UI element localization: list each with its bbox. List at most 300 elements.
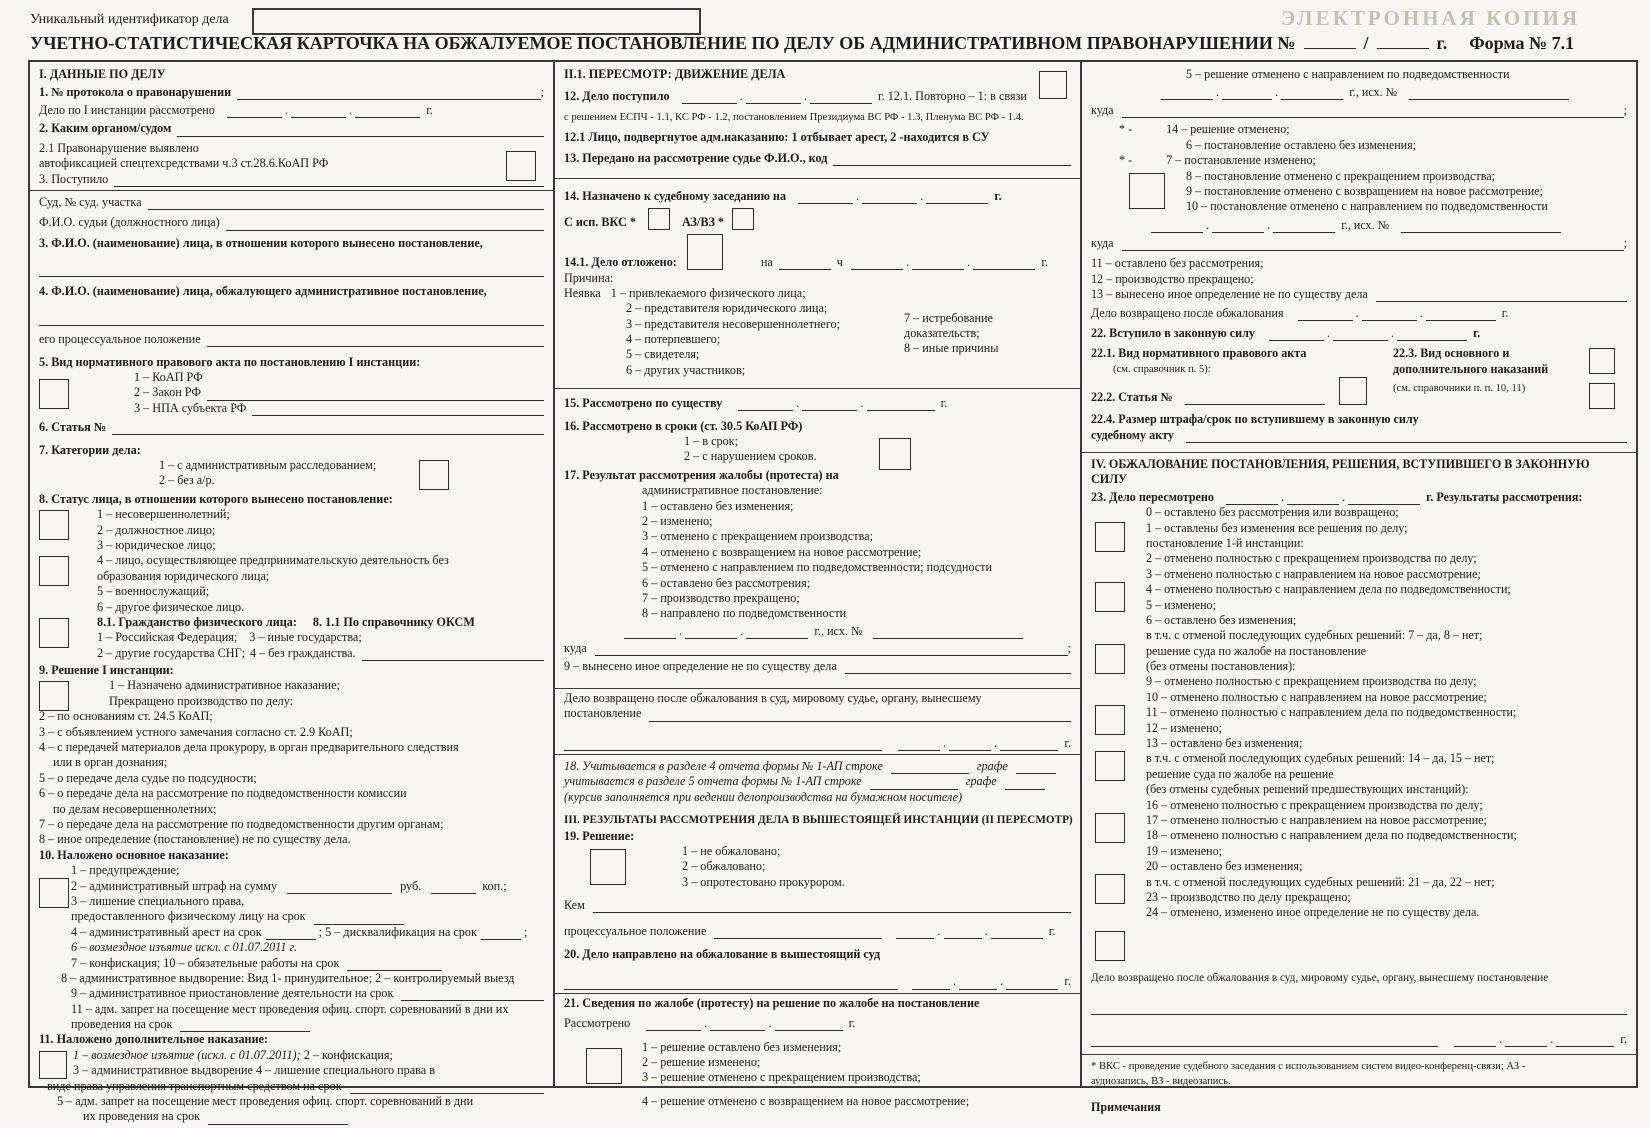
form-text: . (1272, 84, 1282, 99)
form-text: . (1339, 489, 1349, 504)
fill-in-field[interactable] (870, 777, 958, 790)
form-text: 1 – предупреждение; (71, 863, 180, 878)
fill-in-field[interactable] (867, 398, 935, 411)
checkbox-field[interactable] (648, 208, 670, 230)
fill-in-field[interactable] (624, 626, 676, 639)
fill-in-field[interactable] (287, 881, 392, 894)
fill-in-field[interactable] (1273, 220, 1335, 233)
form-text: АЗ/ВЗ * (682, 215, 725, 230)
form-line (564, 189, 1071, 204)
form-text: 19. Решение: (564, 828, 635, 843)
form-line (39, 236, 544, 251)
fill-in-field[interactable] (1091, 1034, 1438, 1047)
form-text: . (902, 255, 913, 270)
form-line (564, 560, 1071, 575)
fill-in-field[interactable] (595, 643, 1068, 656)
form-line (39, 832, 544, 847)
form-text: по делам несовершеннолетних; (53, 801, 217, 816)
form-text: . (853, 189, 863, 204)
form-text: Причина: (564, 270, 614, 285)
fill-in-field[interactable] (114, 174, 544, 187)
form-text: графе (965, 774, 997, 789)
form-text: 1 – Российская Федерация; (97, 630, 238, 645)
form-text: г., исх. № (1343, 84, 1398, 99)
fill-in-field[interactable] (564, 977, 898, 990)
form-text: 15. Рассмотрено по существу (564, 396, 723, 411)
form-line (1091, 520, 1627, 535)
form-line (39, 894, 544, 909)
form-line (39, 678, 544, 693)
fill-in-field[interactable] (1091, 1002, 1627, 1015)
form-text: Ф.И.О. судьи (должностного лица) (39, 215, 220, 230)
form-line (39, 1017, 544, 1032)
divider (555, 388, 1080, 389)
form-text: 5 – военнослужащий; (97, 584, 210, 599)
fill-in-field[interactable] (1122, 238, 1624, 251)
fill-in-field[interactable] (1185, 392, 1325, 405)
form-text: 1 – возмездное изъятие (искл. с 01.07.2011); (73, 1047, 301, 1062)
fill-in-field[interactable] (481, 927, 521, 940)
form-text: г. (1035, 255, 1048, 270)
form-text: ; (1623, 236, 1627, 251)
fill-in-field[interactable] (912, 257, 964, 270)
form-line (564, 363, 1071, 378)
form-line (39, 420, 544, 435)
form-text: (см. справочник п. 5): (1113, 363, 1211, 375)
form-text: аудиозапись, ВЗ - видеозапись. (1091, 1076, 1231, 1088)
fill-in-field[interactable] (252, 403, 544, 416)
form-text: г. (1058, 974, 1071, 989)
form-text: ; (1623, 102, 1627, 117)
form-text: куда (564, 641, 587, 656)
form-line (39, 569, 544, 584)
form-line (39, 786, 544, 801)
form-line (39, 940, 544, 955)
fill-in-field[interactable] (685, 626, 737, 639)
form-line (1091, 305, 1627, 320)
form-text: . (997, 974, 1007, 989)
form-line (39, 1063, 544, 1078)
form-text: 23 – производство по делу прекращено; (1146, 889, 1351, 904)
fill-in-field[interactable] (1348, 492, 1420, 505)
form-text: III. РЕЗУЛЬТАТЫ РАССМОТРЕНИЯ ДЕЛА В ВЫШЕСТОЯЩЕЙ ИНСТАНЦИИ (II ПЕРЕСМОТР) (564, 814, 1073, 827)
form-text: Дело возвращено после обжалования в суд, мировому судье, органу, вынесшему (564, 690, 982, 705)
form-text: 7. Категории дела: (39, 442, 141, 457)
form-text: 2 – обжаловано; (682, 859, 766, 874)
form-line (39, 615, 544, 630)
form-line (564, 996, 1071, 1011)
fill-in-field[interactable] (873, 626, 1023, 639)
form-text: 6 – возмездное изъятие искл. с 01.07.2011 г. (71, 940, 298, 955)
form-text: . (1496, 1031, 1506, 1046)
form-text: . (737, 623, 747, 638)
fill-in-field[interactable] (347, 958, 442, 971)
form-line (1091, 218, 1627, 233)
fill-in-field[interactable] (798, 191, 853, 204)
fill-in-field[interactable] (226, 218, 544, 231)
form-text: 7 – истребование (904, 310, 993, 325)
fill-in-field[interactable] (1186, 430, 1627, 443)
form-text: 1 – привлекаемого физического лица; (610, 285, 806, 300)
form-text: . (1264, 217, 1274, 232)
form-text: . (917, 189, 927, 204)
form-line (39, 863, 544, 878)
form-text: 1 – оставлено без изменения; (642, 498, 794, 513)
fill-in-field[interactable] (1222, 87, 1272, 100)
form-line (1091, 971, 1627, 986)
fill-in-field[interactable] (944, 926, 982, 939)
form-text: . (1352, 305, 1362, 320)
fill-in-field[interactable] (180, 1019, 310, 1032)
form-text: 3 – опротестовано прокурором. (682, 874, 845, 889)
form-text: 3 – представителя несовершеннолетнего; (626, 316, 841, 331)
fill-in-field[interactable] (1226, 492, 1278, 505)
form-text: 2 – без а/р. (159, 473, 215, 488)
fill-in-field[interactable] (1281, 87, 1343, 100)
form-text: решение суда по жалобе на решение (1146, 766, 1334, 781)
fill-in-field[interactable] (845, 661, 1071, 674)
form-text: решение суда по жалобе на постановление (1146, 643, 1366, 658)
form-text: . (765, 1016, 775, 1031)
form-text: 2 – должностное лицо; (97, 522, 216, 537)
checkbox-field[interactable] (687, 234, 723, 270)
form-text: г. (994, 189, 1002, 204)
fill-in-field[interactable] (710, 1018, 765, 1031)
form-line (39, 1048, 544, 1063)
fill-in-field[interactable] (1454, 1034, 1496, 1047)
fill-in-field[interactable] (177, 124, 544, 137)
form-line (1091, 412, 1627, 427)
form-text: 18 – отменено полностью с направлением дела по подведомственности; (1146, 828, 1517, 843)
form-text: дополнительного наказаний (1393, 361, 1549, 376)
fill-in-field[interactable] (959, 977, 997, 990)
form-line (1091, 890, 1627, 905)
fill-in-field[interactable] (1006, 977, 1058, 990)
fill-in-field[interactable] (926, 191, 988, 204)
form-text: виде права управления транспортным средством на срок (47, 1078, 342, 1093)
form-line (39, 171, 544, 186)
form-text: учитывается в разделе 5 отчета формы № 1-АП строке (564, 774, 862, 789)
form-text: 6 – другое физическое лицо. (97, 599, 245, 614)
form-line (1091, 644, 1627, 659)
fill-in-field[interactable] (355, 105, 420, 118)
form-line (1091, 153, 1627, 168)
fill-in-field[interactable] (207, 334, 544, 347)
form-text: 6 – других участников; (626, 362, 746, 377)
form-line (39, 156, 544, 171)
form-text: Дело возвращено после обжалования (1091, 305, 1284, 320)
fill-in-field[interactable] (896, 926, 934, 939)
form-text: 4 – потерпевшего; (626, 332, 721, 347)
fill-in-field[interactable] (646, 1018, 701, 1031)
fill-in-field[interactable] (314, 912, 404, 925)
fill-in-field[interactable] (350, 1081, 544, 1094)
form-line (1091, 828, 1627, 843)
form-text: 12.1 Лицо, подвергнутое адм.наказанию: 1 отбывает арест, 2 -находится в СУ (564, 130, 990, 145)
form-text: 8.1. Гражданство физического лица: (97, 614, 297, 629)
fill-in-field[interactable] (973, 257, 1035, 270)
fill-in-field[interactable] (1401, 220, 1561, 233)
form-text: 12 – изменено; (1146, 720, 1223, 735)
fill-in-field[interactable] (746, 91, 801, 104)
form-text: . (1213, 84, 1223, 99)
form-text: 3. Ф.И.О. (наименование) лица, в отношении которого вынесено постановление, (39, 235, 483, 250)
divider (555, 754, 1080, 755)
form-text: 18. Учитывается в разделе 4 отчета формы № 1-АП строке (564, 759, 883, 774)
checkbox-field[interactable] (732, 208, 754, 230)
form-text: . (964, 255, 974, 270)
form-line (1091, 199, 1627, 214)
fill-in-field[interactable] (237, 87, 540, 100)
fill-in-field[interactable] (1212, 220, 1264, 233)
form-text: (курсив заполняется при ведении делопроизводства на бумажном носителе) (564, 789, 963, 804)
fill-in-field[interactable] (431, 881, 476, 894)
form-text: 17. Результат рассмотрения жалобы (протеста) на (564, 467, 839, 482)
fill-in-field[interactable] (1161, 87, 1213, 100)
fill-in-field[interactable] (802, 398, 857, 411)
form-text: его процессуальное положение (39, 332, 201, 347)
form-line (564, 813, 1071, 828)
form-text: 9 – вынесено иное определение не по существу дела (564, 658, 837, 673)
form-line (564, 1070, 1071, 1085)
form-text: г., исх. № (1335, 217, 1390, 232)
checkbox-field[interactable] (1095, 931, 1125, 961)
fill-in-field[interactable] (1005, 777, 1045, 790)
fill-in-field[interactable] (593, 900, 1071, 913)
form-text: 5 – решение отменено с направлением по подведомственности (1186, 67, 1510, 82)
form-text: ; (1067, 641, 1071, 656)
form-line (39, 538, 544, 553)
form-text: 4 – отменено с возвращением на новое рассмотрение; (642, 544, 922, 559)
form-text: 19 – изменено; (1146, 843, 1223, 858)
form-text: г. (934, 396, 948, 411)
form-text: 2 – административный штраф на сумму (71, 878, 278, 893)
form-line (1091, 236, 1627, 251)
form-line (1091, 659, 1627, 674)
form-text: г. (842, 1016, 856, 1031)
form-text: 7 – производство прекращено; (642, 590, 800, 605)
form-text: с решением ЕСПЧ - 1.1, КС РФ - 1.2, постановлением Президиума ВС РФ - 1.3, Пленума ВС РФ - 1.4. (564, 111, 1024, 123)
form-text: 9 – административное приостановление деятельности на срок (71, 986, 394, 1001)
fill-in-field[interactable] (1298, 308, 1353, 321)
form-text: 1. № протокола о правонарушении (39, 84, 232, 99)
form-line (564, 468, 1071, 483)
case-year-field[interactable] (1377, 36, 1429, 49)
form-line (1091, 844, 1627, 859)
divider (555, 993, 1080, 994)
fill-in-field[interactable] (898, 738, 940, 751)
form-line (1091, 813, 1627, 828)
form-text: 2 – представителя юридического лица; (626, 301, 828, 316)
unique-case-id-input[interactable] (252, 8, 701, 35)
form-line (1091, 690, 1627, 705)
form-text: 1 – Назначено административное наказание; (109, 678, 340, 693)
fill-in-field[interactable] (779, 257, 831, 270)
column-appeal-results (1082, 62, 1636, 1114)
fill-in-field[interactable] (746, 626, 808, 639)
form-line (564, 641, 1071, 656)
form-text: . (793, 396, 803, 411)
form-text: 24 – отменено, изменено иное определение не по существу дела. (1146, 905, 1480, 920)
form-text: в т.ч. с отменой последующих судебных решений: 21 – да, 22 – нет; (1146, 874, 1495, 889)
fill-in-field[interactable] (991, 926, 1043, 939)
fill-in-field[interactable] (682, 91, 737, 104)
form-text: г. Результаты рассмотрения: (1426, 489, 1583, 504)
fill-in-field[interactable] (291, 105, 346, 118)
form-line (39, 971, 544, 986)
form-line (564, 691, 1071, 706)
form-line (1091, 1074, 1627, 1089)
form-line (39, 740, 544, 755)
fill-in-field[interactable] (1556, 1034, 1614, 1047)
form-line (564, 875, 1071, 890)
form-line (564, 606, 1071, 621)
form-line (39, 1078, 544, 1093)
fill-in-field[interactable] (851, 257, 903, 270)
form-text: . (1547, 1031, 1557, 1046)
form-text: . (800, 88, 810, 103)
form-line (1091, 103, 1627, 118)
form-text: 1 – решение оставлено без изменения; (642, 1039, 842, 1054)
column-review-movement (555, 62, 1082, 1108)
divider (1082, 452, 1636, 453)
fill-in-field[interactable] (891, 761, 969, 774)
form-line (1091, 674, 1627, 689)
fill-in-field[interactable] (949, 738, 991, 751)
form-text: коп.; (482, 878, 507, 893)
form-line (1091, 613, 1627, 628)
form-title: УЧЕТНО-СТАТИСТИЧЕСКАЯ КАРТОЧКА НА ОБЖАЛУЕМОЕ ПОСТАНОВЛЕНИЕ ПО ДЕЛУ ОБ АДМИНИСТРАТИВНОМ ПРАВОНАРУШЕНИИ № (30, 33, 1296, 53)
form-line (564, 434, 1071, 449)
form-text: г. (1614, 1031, 1627, 1046)
form-line (1091, 1031, 1627, 1046)
form-text: ; (520, 924, 528, 939)
form-title-row (30, 33, 1636, 54)
form-line (1091, 927, 1627, 965)
fill-in-field[interactable] (148, 197, 544, 210)
form-text: 4 – решение отменено с возвращением на новое рассмотрение; (642, 1093, 970, 1108)
fill-in-field[interactable] (775, 1018, 843, 1031)
fill-in-field[interactable] (1397, 328, 1467, 341)
fill-in-field[interactable] (1426, 308, 1496, 321)
form-text: * - (1119, 122, 1133, 137)
form-text: 2. Каким органом/судом (39, 121, 172, 136)
fill-in-field[interactable] (1000, 738, 1058, 751)
form-text: 11 – отменено полностью с направлением дела по подведомственности; (1146, 705, 1517, 720)
form-line (39, 370, 544, 385)
form-text: 4 – без гражданства. (250, 645, 356, 660)
fill-in-field[interactable] (39, 313, 544, 326)
form-text: Дело возвращено после обжалования в суд, мировому судье, органу, вынесшему постановление (1091, 971, 1549, 984)
form-line (1091, 767, 1627, 782)
fill-in-field[interactable] (564, 738, 882, 751)
form-text: . (949, 974, 960, 989)
form-line (564, 1039, 1071, 1054)
fill-in-field[interactable] (862, 191, 917, 204)
fill-in-field[interactable] (738, 398, 793, 411)
form-line (564, 151, 1071, 166)
fill-in-field[interactable] (1016, 761, 1056, 774)
form-text: 6 – оставлено без рассмотрения; (642, 575, 811, 590)
form-line (1091, 138, 1627, 153)
fill-in-field[interactable] (1122, 105, 1624, 118)
fill-in-field[interactable] (208, 1112, 348, 1125)
form-line (1091, 797, 1627, 812)
form-text: ; (540, 84, 544, 99)
form-text: руб. (400, 878, 422, 893)
form-line (1091, 427, 1627, 442)
fill-in-field[interactable] (1269, 328, 1324, 341)
form-line (39, 332, 544, 347)
fill-in-field[interactable] (1376, 289, 1627, 302)
fill-in-field[interactable] (912, 977, 950, 990)
form-text: СИЛУ (1091, 472, 1128, 487)
form-line (564, 545, 1071, 560)
fill-in-field[interactable] (1333, 328, 1388, 341)
form-line (564, 483, 1071, 498)
form-line (39, 522, 544, 537)
form-text: куда (1091, 102, 1114, 117)
fill-in-field[interactable] (1362, 308, 1417, 321)
form-line (564, 658, 1071, 673)
form-line (1091, 567, 1627, 582)
form-line (564, 1016, 1071, 1031)
fill-in-field[interactable] (266, 927, 316, 940)
column-case-data (30, 62, 555, 1124)
fill-in-field[interactable] (714, 926, 882, 939)
form-text: 3 – лишение специального права, (71, 893, 245, 908)
form-text: 6 – постановление оставлено без изменения; (1186, 137, 1417, 152)
form-line (39, 584, 544, 599)
fill-in-field[interactable] (810, 91, 872, 104)
form-text: 22.3. Вид основного и (1393, 346, 1510, 361)
fill-in-field[interactable] (1505, 1034, 1547, 1047)
form-text: . (934, 923, 944, 938)
form-line (1091, 905, 1627, 920)
form-line (39, 755, 544, 770)
fill-in-field[interactable] (1151, 220, 1203, 233)
form-line (39, 771, 544, 786)
case-number-field[interactable] (1304, 36, 1356, 49)
fill-in-field[interactable] (649, 709, 1071, 722)
form-text: 8. 1.1 По справочнику ОКСМ (312, 614, 475, 629)
form-line (564, 529, 1071, 544)
fill-in-field[interactable] (227, 105, 282, 118)
form-text: 5 – отменено с направлением по подведомственности; подсудности (642, 560, 993, 575)
form-line (564, 270, 1071, 285)
fill-in-field[interactable] (1409, 87, 1569, 100)
form-line (39, 121, 544, 136)
fill-in-field[interactable] (833, 153, 1071, 166)
fill-in-field[interactable] (207, 388, 544, 401)
form-line (1091, 362, 1627, 377)
form-line (39, 401, 544, 416)
form-line (564, 828, 1071, 843)
fill-in-field[interactable] (112, 422, 544, 435)
fill-in-field[interactable] (401, 988, 544, 1001)
fill-in-field[interactable] (39, 264, 544, 277)
form-text: 7 – конфискация; 10 – обязательные работы на срок (71, 955, 340, 970)
form-text: 3 – иные государства; (249, 630, 362, 645)
checkbox-field[interactable] (1589, 383, 1615, 409)
fill-in-field[interactable] (1287, 492, 1339, 505)
form-text: С исп. ВКС * (564, 215, 636, 230)
checkbox-field[interactable] (1339, 377, 1367, 405)
form-text: 2 – по основаниям ст. 24.5 КоАП; (39, 709, 213, 724)
form-line (1091, 84, 1627, 99)
fill-in-field[interactable] (362, 648, 544, 661)
form-text: Прекращено производство по делу: (109, 693, 294, 708)
